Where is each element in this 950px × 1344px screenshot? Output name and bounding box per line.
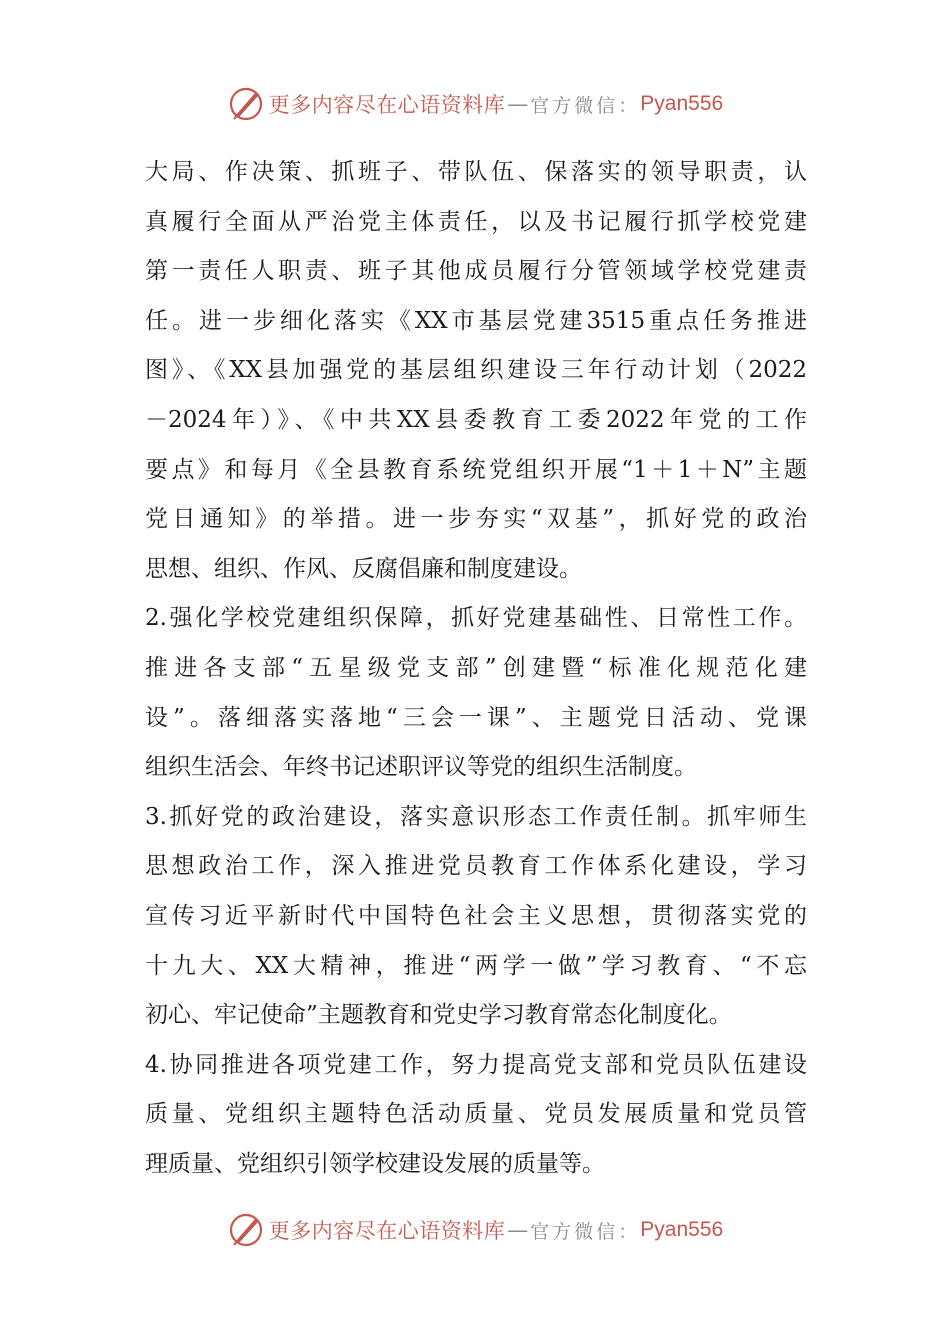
text-line: 党日通知》的举措。进一步夯实“双基”，抓好党的政治 — [145, 506, 807, 533]
watermark-wechat-label: 官方微信： — [530, 94, 641, 117]
text-line: 4.协同推进各项党建工作，努力提高党支部和党员队伍建设 — [145, 1051, 807, 1078]
text-line: 质量、党组织主题特色活动质量、党员发展质量和党员管 — [145, 1101, 807, 1128]
watermark-wechat-id: Pyan556 — [640, 92, 724, 115]
text-line: －2024年）》、《中共XX县委教育工委2022年党的工作 — [145, 406, 807, 433]
text-line: 推进各支部“五星级党支部”创建暨“标准化规范化建 — [145, 654, 807, 681]
text-line: 设”。落细落实落地“三会一课”、主题党日活动、党课 — [145, 704, 807, 731]
text-line: 要点》和每月《全县教育系统党组织开展“1＋1＋N”主题 — [145, 456, 807, 483]
quill-pen-icon — [227, 1211, 265, 1249]
text-line: 真履行全面从严治党主体责任，以及书记履行抓学校党建 — [145, 208, 807, 235]
document-body — [145, 148, 807, 1189]
header-watermark — [0, 82, 950, 126]
text-line: 初心、牢记使命”主题教育和党史学习教育常态化制度化。 — [145, 1002, 732, 1029]
text-line: 3.抓好党的政治建设，落实意识形态工作责任制。抓牢师生 — [145, 803, 807, 830]
text-line: 理质量、党组织引领学校建设发展的质量等。 — [145, 1150, 605, 1177]
watermark-site-text: 更多内容尽在心语资料库 — [268, 1219, 506, 1243]
watermark-separator: — — [507, 1218, 529, 1242]
text-line: 2.强化学校党建组织保障，抓好党建基础性、日常性工作。 — [145, 605, 807, 632]
watermark-wechat-label: 官方微信： — [530, 1220, 641, 1243]
watermark-wechat-id: Pyan556 — [640, 1218, 724, 1241]
footer-watermark — [0, 1208, 950, 1252]
text-line: 图》、《XX县加强党的基层组织建设三年行动计划（2022 — [145, 357, 807, 384]
text-line: 任。进一步细化落实《XX市基层党建3515重点任务推进 — [145, 307, 807, 334]
text-line: 大局、作决策、抓班子、带队伍、保落实的领导职责，认 — [145, 159, 807, 185]
watermark-site-text: 更多内容尽在心语资料库 — [268, 93, 506, 117]
text-line: 第一责任人职责、班子其他成员履行分管领域学校党建责 — [145, 258, 807, 285]
text-line: 宣传习近平新时代中国特色社会主义思想，贯彻落实党的 — [145, 902, 807, 929]
quill-pen-icon — [227, 85, 265, 123]
text-line: 思想政治工作，深入推进党员教育工作体系化建设，学习 — [145, 853, 807, 880]
text-line: 十九大、XX大精神，推进“两学一做”学习教育、“不忘 — [145, 952, 807, 979]
text-line: 组织生活会、年终书记述职评议等党的组织生活制度。 — [145, 754, 697, 781]
watermark-separator: — — [507, 92, 529, 116]
text-line: 思想、组织、作风、反腐倡廉和制度建设。 — [145, 555, 582, 582]
